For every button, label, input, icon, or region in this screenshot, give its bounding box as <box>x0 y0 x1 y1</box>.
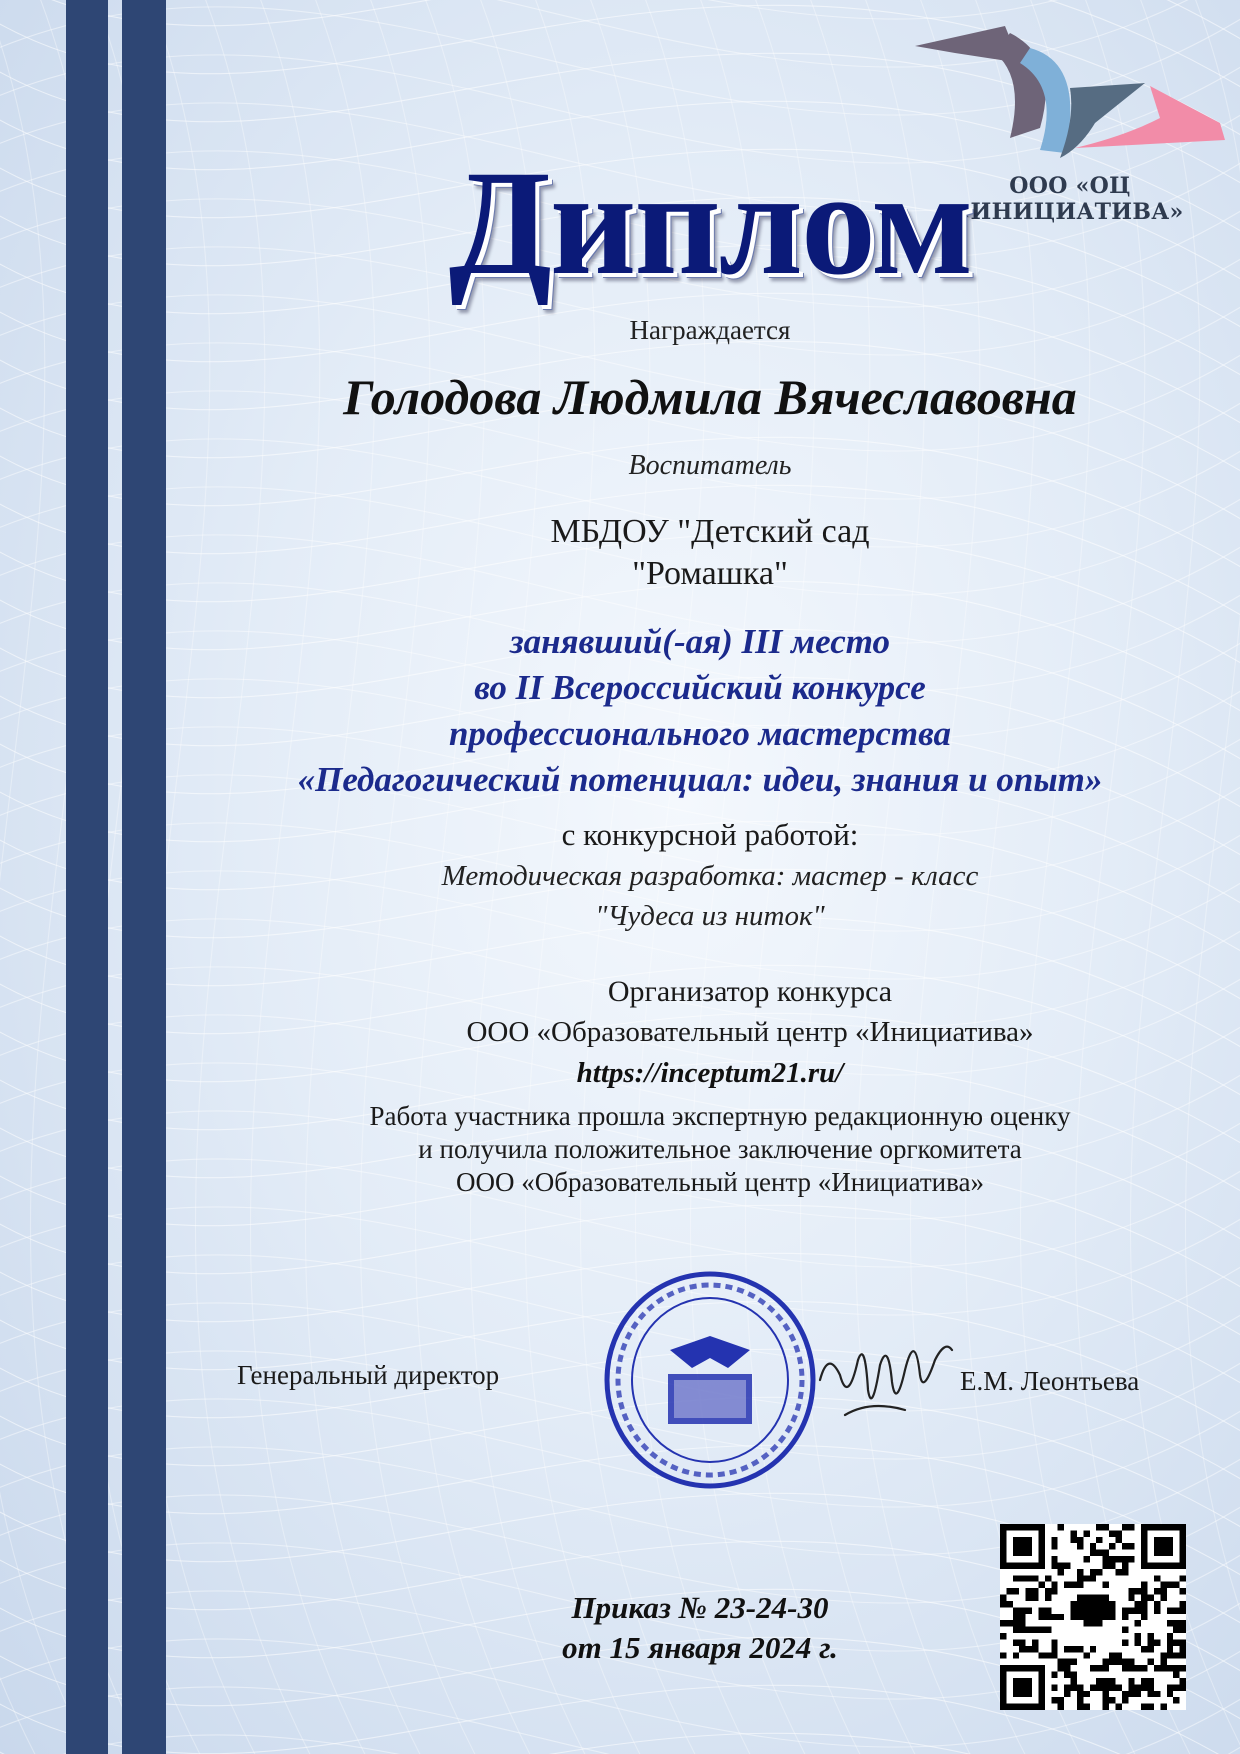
institution-line-1: МБДОУ "Детский сад <box>550 513 870 550</box>
contest-title: «Педагогический потенциал: идеи, знания и опыт» <box>297 760 1103 799</box>
order-number: Приказ № 23-24-30 <box>571 1590 829 1625</box>
placement-line-1: занявший(-ая) III место <box>509 622 891 661</box>
recipient-name: Голодова Людмила Вячеславовна <box>343 369 1077 425</box>
work-heading: с конкурсной работой: <box>561 817 859 852</box>
director-name: Е.М. Леонтьева <box>960 1366 1140 1396</box>
expertise-line-3: ООО «Образовательный центр «Инициатива» <box>456 1167 984 1197</box>
expertise-line-2: и получила положительное заключение оргкомитета <box>418 1134 1022 1164</box>
expertise-line-1: Работа участника прошла экспертную редакционную оценку <box>369 1101 1071 1131</box>
diploma-title: Диплом <box>448 140 972 306</box>
placement-line-3: профессионального мастерства <box>448 714 952 753</box>
placement-line-2: во II Всероссийский конкурсе <box>474 668 926 707</box>
institution-line-2: "Ромашка" <box>632 555 788 592</box>
organizer-url: https://inceptum21.ru/ <box>576 1057 844 1089</box>
organizer-heading: Организатор конкурса <box>607 975 893 1008</box>
organization-short-name: ООО «ОЦ «ИНИЦИАТИВА» <box>956 173 1184 225</box>
qr-code[interactable] <box>1000 1524 1186 1710</box>
official-stamp <box>600 1270 820 1490</box>
director-title: Генеральный директор <box>237 1360 500 1390</box>
work-title-line-2: "Чудеса из ниток" <box>595 900 825 932</box>
order-date: от 15 января 2024 г. <box>562 1630 838 1665</box>
work-title-line-1: Методическая разработка: мастер - класс <box>441 860 979 892</box>
left-stripe-inner <box>122 0 166 1754</box>
left-stripe-outer <box>66 0 108 1754</box>
recipient-position: Воспитатель <box>628 450 792 481</box>
awarded-label: Награждается <box>629 315 791 345</box>
director-signature <box>810 1320 960 1440</box>
organizer-name: ООО «Образовательный центр «Инициатива» <box>466 1016 1034 1048</box>
